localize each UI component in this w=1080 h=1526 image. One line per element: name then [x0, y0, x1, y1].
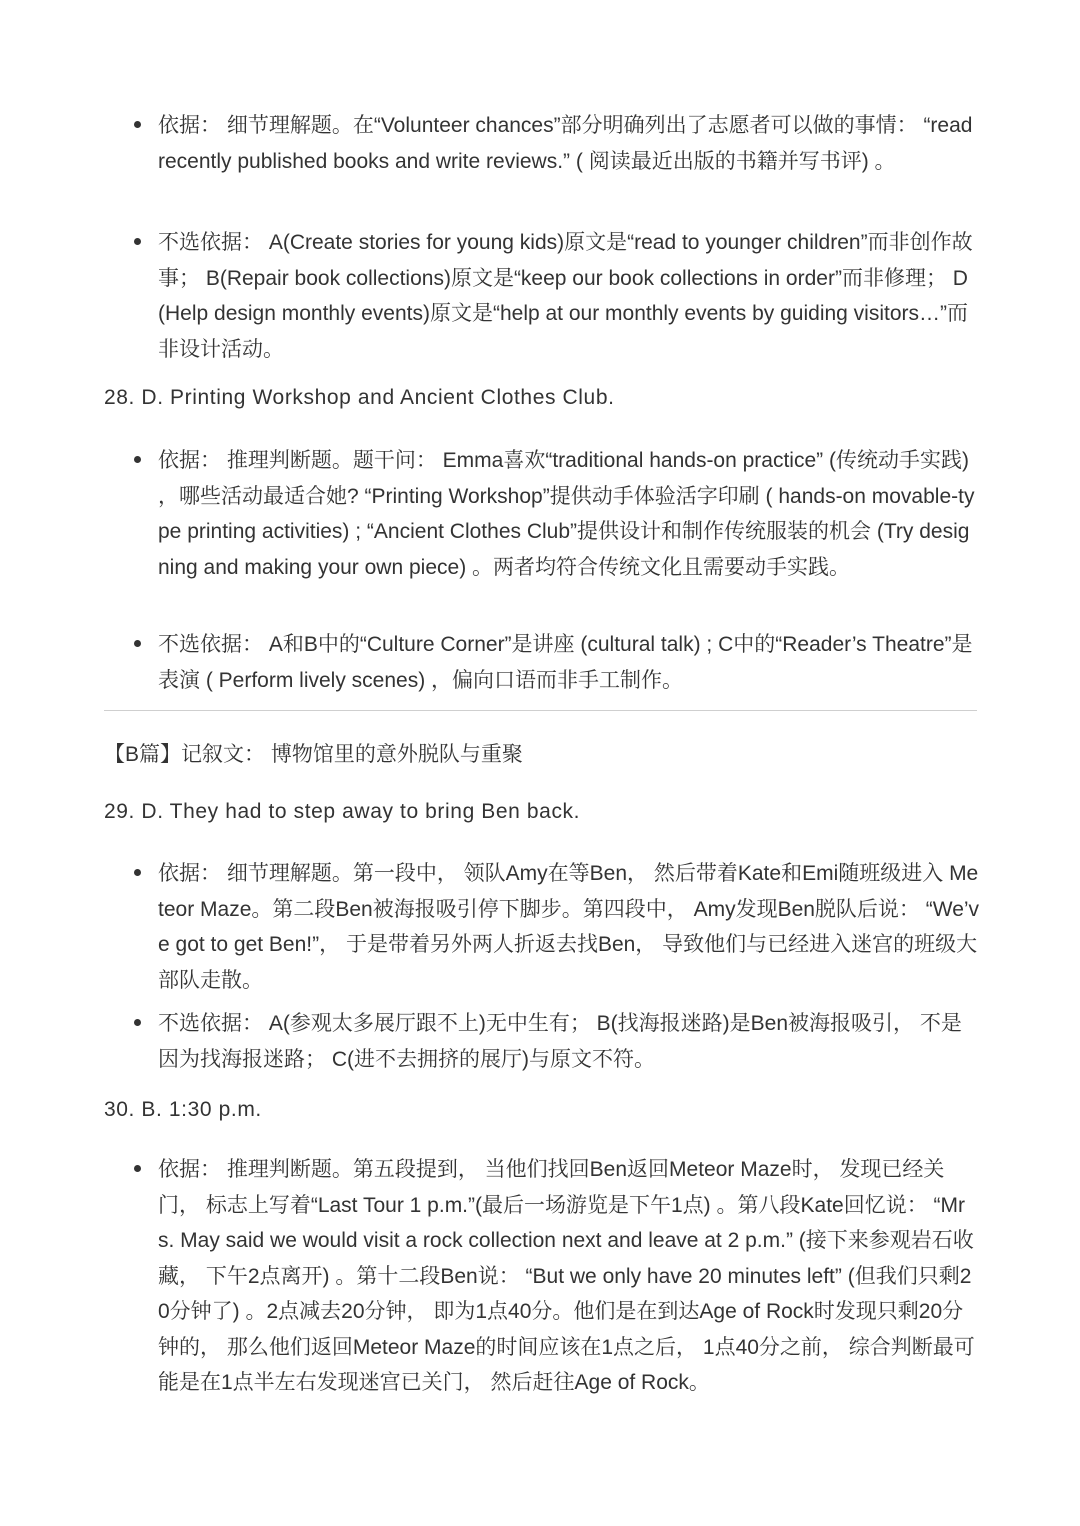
q27-not-chosen-bullet: 不选依据： A(Create stories for young kids)原文是“read to younger children”而非创作故事； B(Repair book collections)原文是“keep our book collections in order”而非修理； D(Help design monthly events)原文是“help at our monthly events by guiding visitors…”而非设计活动。 — [158, 225, 980, 367]
q30-basis-bullet: 依据： 推理判断题。第五段提到， 当他们找回Ben返回Meteor Maze时， 发现已经关门， 标志上写着“Last Tour 1 p.m.”(最后一场游览是下午1点) 。第八段Kate回忆说： “Mrs. May said we would visit a rock collection next and leave at 2 p.m.” (接下来参观岩石收藏， 下午2点离开) 。第十二段Ben说： “But we only have 20 minutes left” (但我们只剩20分钟了) 。2点减去20分钟， 即为1点40分。他们是在到达Age of Rock时发现只剩20分钟的， 那么他们返回Meteor Maze的时间应该在1点之后， 1点40分之前， 综合判断最可能是在1点半左右发现迷宫已关门， 然后赶往Age of Rock。 — [158, 1152, 980, 1401]
q28-answer: 28. D. Printing Workshop and Ancient Clothes Club. — [104, 386, 615, 409]
q29-not-chosen-bullet: 不选依据： A(参观太多展厅跟不上)无中生有； B(找海报迷路)是Ben被海报吸引， 不是因为找海报迷路； C(进不去拥挤的展厅)与原文不符。 — [158, 1006, 980, 1077]
section-b-title: 【B篇】记叙文： 博物馆里的意外脱队与重聚 — [104, 743, 523, 766]
q28-not-chosen-bullet: 不选依据： A和B中的“Culture Corner”是讲座 (cultural talk) ; C中的“Reader’s Theatre”是表演 ( Perform lively scenes) ，偏向口语而非手工制作。 — [158, 627, 980, 698]
q27-basis-bullet: 依据： 细节理解题。在“Volunteer chances”部分明确列出了志愿者可以做的事情： “read recently published books and write reviews.” ( 阅读最近出版的书籍并写书评) 。 — [158, 108, 980, 179]
section-divider — [104, 710, 977, 711]
q30-answer: 30. B. 1:30 p.m. — [104, 1098, 262, 1121]
q28-basis-bullet: 依据： 推理判断题。题干问： Emma喜欢“traditional hands-on practice” (传统动手实践) ，哪些活动最适合她? “Printing Workshop”提供动手体验活字印刷 ( hands-on movable-type printing activities) ; “Ancient Clothes Club”提供设计和制作传统服装的机会 (Try designing and making your own piece) 。两者均符合传统文化且需要动手实践。 — [158, 443, 980, 585]
q29-basis-bullet: 依据： 细节理解题。第一段中， 领队Amy在等Ben， 然后带着Kate和Emi随班级进入 Meteor Maze。第二段Ben被海报吸引停下脚步。第四段中， Amy发现Ben脱队后说： “We’ve got to get Ben!”， 于是带着另外两人折返去找Ben， 导致他们与已经进入迷宫的班级大部队走散。 — [158, 856, 980, 998]
q29-answer: 29. D. They had to step away to bring Ben back. — [104, 800, 581, 823]
